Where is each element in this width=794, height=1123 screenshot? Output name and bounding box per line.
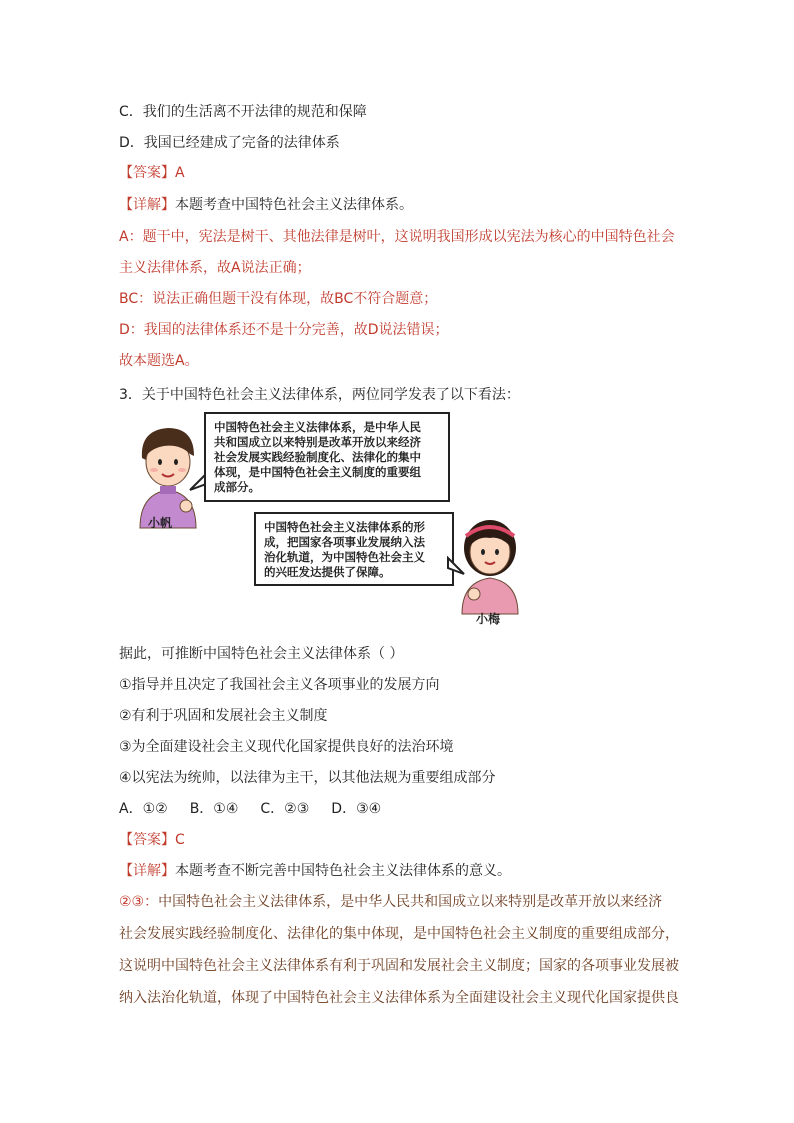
girl-illustration — [450, 506, 530, 616]
statement-3: ③为全面建设社会主义现代化国家提供良好的法治环境 — [119, 739, 454, 755]
detail-tag: 【详解】 — [119, 197, 175, 213]
answer-value: A — [175, 165, 185, 181]
explain-23-4: 纳入法治化轨道，体现了中国特色社会主义法律体系为全面建设社会主义现代化国家提供良 — [119, 990, 679, 1006]
detail-text: 本题考查中国特色社会主义法律体系。 — [175, 197, 413, 213]
speech-bubble-xiaomei: 中国特色社会主义法律体系的形 成，把国家各项事业发展纳入法 治化轨道，为中国特色社会主义 的兴旺发达提供了保障。 — [254, 512, 454, 586]
explain-23-3: 这说明中国特色社会主义法律体系有利于巩固和发展社会主义制度；国家的各项事业发展被 — [119, 958, 679, 974]
choice-d: D．③④ — [331, 801, 382, 817]
statement-4: ④以宪法为统帅，以法律为主干，以其他法规为重要组成部分 — [119, 770, 496, 786]
explain-bc: BC：说法正确但题干没有体现，故BC不符合题意； — [119, 291, 438, 307]
final-select: 故本题选A。 — [119, 353, 199, 369]
explain-23-1 — [119, 893, 662, 911]
statement-2: ②有利于巩固和发展社会主义制度 — [119, 708, 328, 724]
answer-tag: 【答案】 — [119, 832, 175, 848]
detail-tag: 【详解】 — [119, 863, 175, 879]
answer-1 — [119, 164, 185, 182]
speech-bubble-xiaofan: 中国特色社会主义法律体系，是中华人民 共和国成立以来特别是改革开放以来经济 社会发展实践经验制度化、法律化的集中 体现，是中国特色社会主义制度的重要组 成部分。 — [204, 412, 450, 502]
line-option-c: C．我们的生活离不开法律的规范和保障 — [119, 104, 367, 120]
question-3: 3．关于中国特色社会主义法律体系，两位同学发表了以下看法： — [119, 387, 520, 403]
detail-2 — [119, 862, 511, 880]
explain-tag: ②③： — [119, 894, 159, 910]
question-3-stem: 据此，可推断中国特色社会主义法律体系（ ） — [119, 646, 404, 662]
line-option-d: D．我国已经建成了完备的法律体系 — [119, 135, 340, 151]
explain-a-2: 主义法律体系，故A说法正确； — [119, 260, 311, 276]
detail-1 — [119, 196, 413, 214]
explain-text: 中国特色社会主义法律体系，是中华人民共和国成立以来特别是改革开放以来经济 — [158, 894, 663, 910]
name-xiaomei: 小梅 — [476, 612, 501, 626]
explain-d: D：我国的法律体系还不是十分完善，故D说法错误； — [119, 322, 449, 338]
choice-c: C．②③ — [260, 801, 310, 817]
answer-tag: 【答案】 — [119, 165, 175, 181]
statement-1: ①指导并且决定了我国社会主义各项事业的发展方向 — [119, 677, 440, 693]
choice-a: A．①② — [119, 801, 168, 817]
choices — [119, 800, 403, 818]
answer-2 — [119, 831, 185, 849]
choice-b: B．①④ — [189, 801, 239, 817]
figure-illustration — [120, 410, 520, 630]
detail-text: 本题考查不断完善中国特色社会主义法律体系的意义。 — [175, 863, 511, 879]
explain-a-1: A：题干中，宪法是树干、其他法律是树叶，这说明我国形成以宪法为核心的中国特色社会 — [119, 229, 675, 245]
name-xiaofan: 小帆 — [148, 516, 173, 530]
explain-23-2: 社会发展实践经验制度化、法律化的集中体现，是中国特色社会主义制度的重要组成部分， — [119, 926, 679, 942]
answer-value: C — [175, 832, 185, 848]
